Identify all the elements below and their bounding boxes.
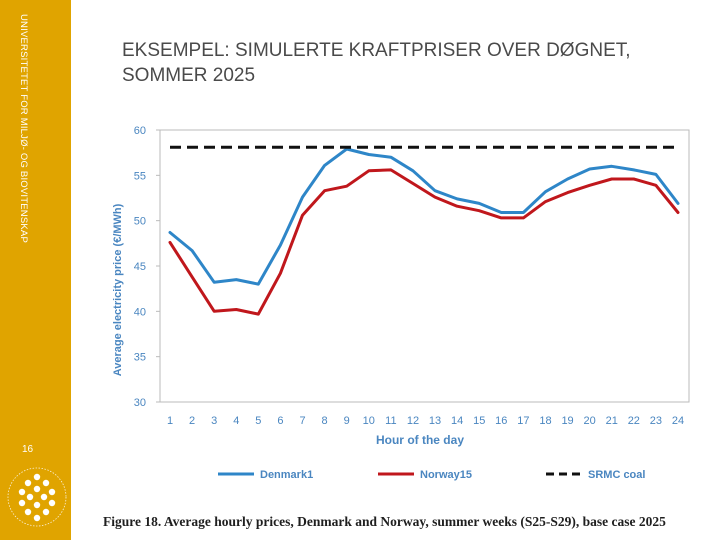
x-tick-label: 17 xyxy=(517,415,530,427)
x-tick-label: 3 xyxy=(211,415,218,427)
price-line-chart xyxy=(100,110,700,506)
series-line-norway15 xyxy=(170,170,678,314)
x-tick-label: 23 xyxy=(649,415,663,427)
x-tick-label: 11 xyxy=(385,415,397,427)
slide-title: EKSEMPEL: SIMULERTE KRAFTPRISER OVER DØGNET, SOMMER 2025 xyxy=(122,40,631,86)
y-tick-label: 45 xyxy=(133,261,146,273)
x-tick-label: 16 xyxy=(495,415,508,427)
x-tick-label: 20 xyxy=(583,415,596,427)
x-tick-label: 5 xyxy=(255,415,262,427)
sidebar xyxy=(0,0,71,540)
university-seal-logo xyxy=(6,462,68,532)
x-axis-label: Hour of the day xyxy=(375,433,465,447)
x-tick-label: 14 xyxy=(451,415,464,427)
plot-area-border xyxy=(160,130,689,402)
legend-label-norway15: Norway15 xyxy=(420,469,472,481)
x-tick-label: 18 xyxy=(539,415,552,427)
x-tick-label: 8 xyxy=(321,415,328,427)
legend-label-srmc-coal: SRMC coal xyxy=(588,469,646,481)
x-tick-label: 19 xyxy=(561,415,574,427)
y-tick-label: 50 xyxy=(133,215,146,228)
x-tick-label: 12 xyxy=(406,415,420,427)
x-tick-label: 1 xyxy=(166,415,174,427)
x-tick-label: 21 xyxy=(605,415,618,427)
x-tick-label: 13 xyxy=(428,415,442,427)
x-tick-label: 6 xyxy=(277,415,284,427)
legend-label-denmark1: Denmark1 xyxy=(260,469,314,481)
figure-caption: Figure 18. Average hourly prices, Denmark and Norway, summer weeks (S25-S29), base case 2025 xyxy=(103,514,666,529)
page-number: 16 xyxy=(22,444,34,455)
x-tick-label: 2 xyxy=(189,415,196,427)
y-axis-label: Average electricity price (€/MWh) xyxy=(112,203,124,377)
y-tick-label: 35 xyxy=(133,351,146,364)
x-tick-label: 22 xyxy=(627,415,640,427)
x-tick-label: 9 xyxy=(343,415,350,427)
series-line-denmark1 xyxy=(170,149,678,284)
x-tick-label: 15 xyxy=(473,415,486,427)
y-tick-label: 30 xyxy=(133,397,146,409)
y-tick-label: 60 xyxy=(133,125,146,137)
y-tick-label: 55 xyxy=(133,170,146,183)
x-tick-label: 10 xyxy=(362,415,375,427)
university-name-vertical: UNIVERSITETET FOR MILJØ- OG BIOVITENSKAP xyxy=(18,14,29,243)
chart-lines xyxy=(170,147,678,314)
x-tick-label: 7 xyxy=(299,415,306,427)
y-tick-label: 40 xyxy=(133,306,146,319)
x-tick-label: 24 xyxy=(671,415,685,427)
chart-legend xyxy=(218,469,645,481)
x-tick-label: 4 xyxy=(233,415,240,427)
